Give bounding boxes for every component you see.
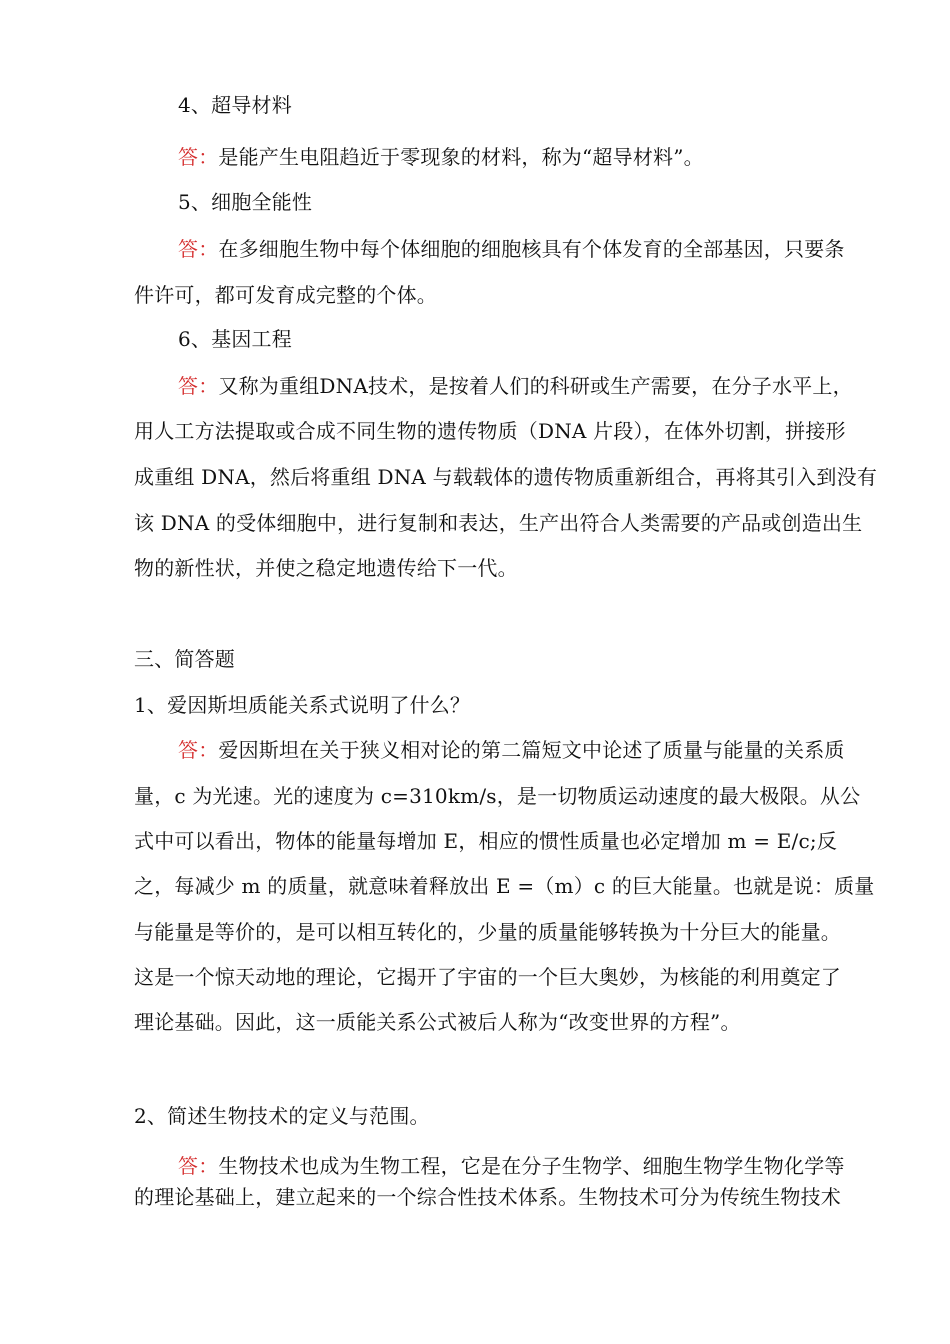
answer-line: 这是一个惊天动地的理论，它揭开了宇宙的一个巨大奥妙，为核能的利用奠定了	[134, 965, 841, 989]
answer-label: 答：	[178, 738, 219, 762]
answer-line: 物的新性状，并使之稳定地遗传给下一代。	[134, 556, 518, 580]
answer-line	[178, 142, 950, 172]
answer-text: 生物技术也成为生物工程，它是在分子生物学、细胞生物学生物化学等	[218, 1154, 845, 1178]
question-heading: 1、爱因斯坦质能关系式说明了什么？	[134, 693, 471, 717]
section-title: 三、简答题	[134, 647, 235, 671]
answer-label: 答：	[178, 1154, 219, 1178]
answer-line: 成重组 DNA，然后将重组 DNA 与载载体的遗传物质重新组合，再将其引入到没有	[134, 465, 878, 489]
term-heading-genetic-engineering: 6、基因工程	[178, 327, 292, 351]
answer-line: 的理论基础上，建立起来的一个综合性技术体系。生物技术可分为传统生物技术	[134, 1185, 841, 1209]
answer-line	[178, 735, 950, 765]
answer-line: 件许可，都可发育成完整的个体。	[134, 283, 437, 307]
answer-line: 理论基础。因此，这一质能关系公式被后人称为“改变世界的方程”。	[134, 1010, 741, 1034]
answer-label: 答：	[178, 145, 219, 169]
answer-line	[178, 371, 950, 401]
answer-line: 用人工方法提取或合成不同生物的遗传物质（DNA 片段），在体外切割，拼接形	[134, 419, 846, 443]
term-heading-totipotency: 5、细胞全能性	[178, 190, 313, 214]
answer-line	[178, 234, 950, 264]
answer-text: 爱因斯坦在关于狭义相对论的第二篇短文中论述了质量与能量的关系质	[218, 738, 845, 762]
answer-line	[178, 1151, 950, 1181]
answer-text: 是能产生电阻趋近于零现象的材料，称为“超导材料”。	[218, 145, 704, 169]
answer-line: 量，c 为光速。光的速度为 c=310km/s，是一切物质运动速度的最大极限。从公	[134, 784, 861, 808]
answer-line: 式中可以看出，物体的能量每增加 E，相应的惯性质量也必定增加 m = E/c;反	[134, 829, 838, 853]
question-heading: 2、简述生物技术的定义与范围。	[134, 1104, 430, 1128]
answer-line: 该 DNA 的受体细胞中，进行复制和表达，生产出符合人类需要的产品或创造出生	[134, 511, 863, 535]
answer-label: 答：	[178, 237, 219, 261]
answer-text: 在多细胞生物中每个体细胞的细胞核具有个体发育的全部基因，只要条	[218, 237, 845, 261]
answer-text: 又称为重组DNA技术，是按着人们的科研或生产需要，在分子水平上，	[218, 374, 853, 398]
answer-line: 与能量是等价的，是可以相互转化的，少量的质量能够转换为十分巨大的能量。	[134, 920, 841, 944]
term-heading-superconductor: 4、超导材料	[178, 93, 292, 117]
answer-label: 答：	[178, 374, 219, 398]
answer-line: 之，每减少 m 的质量，就意味着释放出 E =（m）c 的巨大能量。也就是说：质量	[134, 874, 875, 898]
